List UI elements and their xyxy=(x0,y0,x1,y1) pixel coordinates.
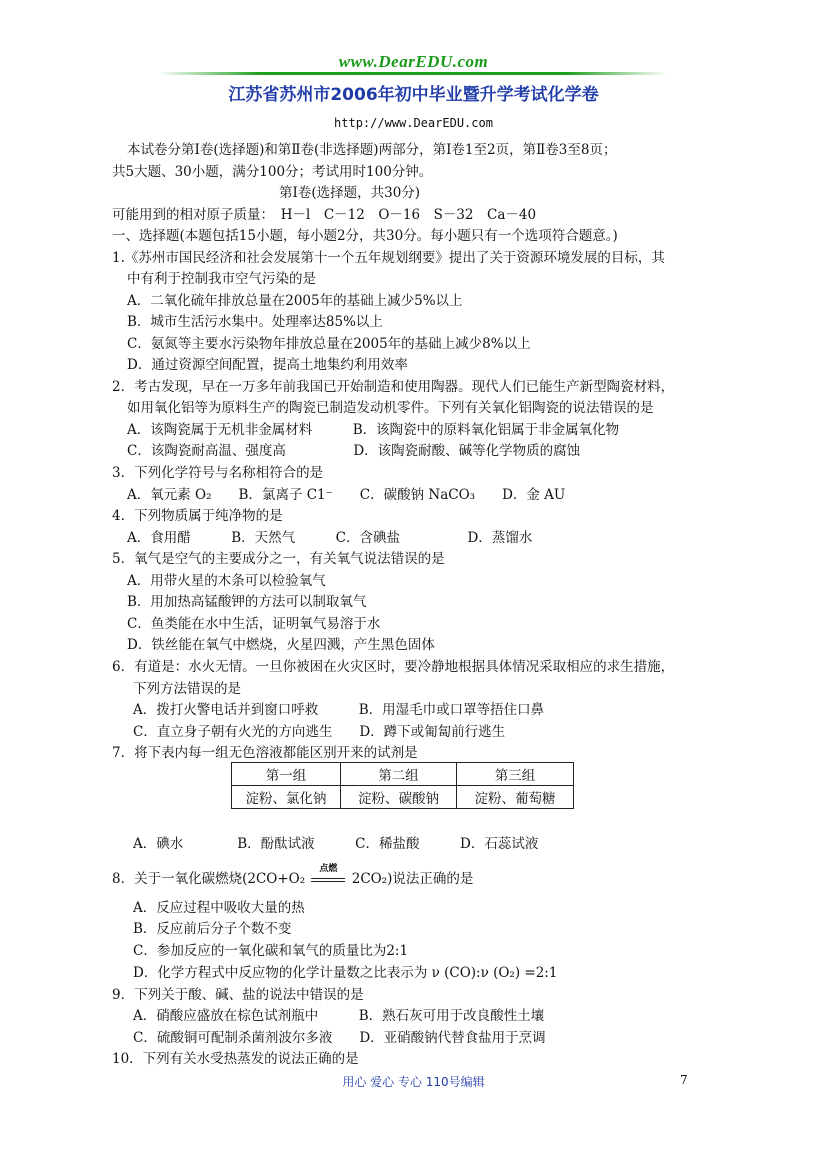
page-title: 江苏省苏州市2006年初中毕业暨升学考试化学卷 xyxy=(228,85,599,105)
question-1-option-c: C．氨氮等主要水污染物年排放总量在2005年的基础上减少8%以上 xyxy=(127,336,531,352)
table-cell: 淀粉、葡萄糖 xyxy=(457,786,574,809)
question-2-stem-cont: 如用氧化铝等为原料生产的陶瓷已制造发动机零件。下列有关氧化铝陶瓷的说法错误的是 xyxy=(127,400,654,416)
question-8-option-b: B．反应前后分子个数不变 xyxy=(133,921,292,937)
source-url: http://www.DearEDU.com xyxy=(334,116,493,130)
table-cell: 淀粉、氯化钠 xyxy=(232,786,341,809)
site-logo-text: www.DearEDU.com xyxy=(338,52,489,71)
table-header-cell: 第三组 xyxy=(457,763,574,786)
question-9-stem: 9．下列关于酸、碱、盐的说法中错误的是 xyxy=(112,987,364,1003)
question-3-stem: 3．下列化学符号与名称相符合的是 xyxy=(112,465,324,481)
question-8-stem-post: 2CO₂)说法正确的是 xyxy=(351,871,474,887)
atomic-mass-line: 可能用到的相对原子质量： H－l C－12 O－16 S－32 Ca－40 xyxy=(112,207,537,223)
footer-text: 用心 爱心 专心 110号编辑 xyxy=(342,1075,485,1089)
question-5-option-c: C．鱼类能在水中生活，证明氧气易溶于水 xyxy=(127,616,381,632)
table-header-cell: 第一组 xyxy=(232,763,341,786)
intro-line-2: 共5大题、30小题，满分100分；考试用时100分钟。 xyxy=(112,164,433,180)
question-1-stem: 1.《苏州市国民经济和社会发展第十一个五年规划纲要》提出了关于资源环境发展的目标，其 xyxy=(112,250,665,266)
reaction-condition-label: 点燃 xyxy=(319,863,338,874)
question-8-stem xyxy=(112,863,474,887)
question-2-stem: 2．考古发现，早在一万多年前我国已开始制造和使用陶器。现代人们已能生产新型陶瓷材料， xyxy=(112,379,675,395)
table-header-cell: 第二组 xyxy=(341,763,457,786)
intro-line-1: 本试卷分第Ⅰ卷(选择题)和第Ⅱ卷(非选择题)两部分，第Ⅰ卷1至2页，第Ⅱ卷3至8页； xyxy=(127,142,617,158)
question-2-options-cd: C．该陶瓷耐高温、强度高 D．该陶瓷耐酸、碱等化学物质的腐蚀 xyxy=(127,443,581,459)
question-7-options: A．碘水 B．酚酞试液 C．稀盐酸 D．石蕊试液 xyxy=(133,836,539,852)
question-1-option-a: A．二氧化硫年排放总量在2005年的基础上减少5%以上 xyxy=(127,293,463,309)
table-row xyxy=(232,786,574,809)
question-8-stem-pre: 8．关于一氧化碳燃烧(2CO+O₂ xyxy=(112,871,306,887)
equals-bar-bottom xyxy=(311,881,345,882)
header-rule xyxy=(158,72,668,75)
question-8-option-c: C．参加反应的一氧化碳和氧气的质量比为2:1 xyxy=(133,943,409,959)
equals-bar-top xyxy=(311,878,345,879)
question-6-stem: 6．有道是：水火无情。一旦你被困在火灾区时，要冷静地根据具体情况采取相应的求生措施， xyxy=(112,659,675,675)
question-5-option-a: A．用带火星的木条可以检验氧气 xyxy=(127,573,326,589)
question-8-option-a: A．反应过程中吸收大量的热 xyxy=(133,900,305,916)
table-row xyxy=(232,763,574,786)
question-1-option-d: D．通过资源空间配置，提高土地集约利用效率 xyxy=(127,357,408,373)
question-8-option-d: D．化学方程式中反应物的化学计量数之比表示为 ν (CO):ν (O₂) =2:1 xyxy=(133,965,558,981)
question-1-stem-cont: 中有利于控制我市空气污染的是 xyxy=(127,271,316,287)
question-10-stem: 10．下列有关水受热蒸发的说法正确的是 xyxy=(112,1051,359,1067)
part-one-heading: 第Ⅰ卷(选择题，共30分) xyxy=(279,185,421,201)
table-cell: 淀粉、碳酸钠 xyxy=(341,786,457,809)
section-one-heading: 一、选择题(本题包括15小题，每小题2分，共30分。每小题只有一个选项符合题意。) xyxy=(112,228,618,244)
question-5-option-b: B．用加热高锰酸钾的方法可以制取氧气 xyxy=(127,594,367,610)
question-6-options-ab: A．拨打火警电话并到窗口呼救 B．用湿毛巾或口罩等捂住口鼻 xyxy=(133,702,545,718)
question-7-table xyxy=(231,762,574,809)
question-3-options: A．氧元素 O₂ B．氯离子 C1⁻ C．碳酸钠 NaCO₃ D．金 AU xyxy=(127,487,566,503)
page-number: 7 xyxy=(680,1073,688,1087)
question-4-options: A．食用醋 B．天然气 C．含碘盐 D．蒸馏水 xyxy=(127,530,533,546)
question-6-stem-cont: 下列方法错误的是 xyxy=(133,681,241,697)
question-6-options-cd: C．直立身子朝有火光的方向逃生 D．蹲下或匍匐前行逃生 xyxy=(133,724,506,740)
reaction-condition-arrow xyxy=(309,863,347,887)
question-9-options-cd: C．硫酸铜可配制杀菌剂波尔多液 D．亚硝酸钠代替食盐用于烹调 xyxy=(133,1030,546,1046)
question-2-options-ab: A．该陶瓷属于无机非金属材料 B．该陶瓷中的原料氧化铝属于非金属氧化物 xyxy=(127,422,620,438)
question-5-stem: 5．氧气是空气的主要成分之一，有关氧气说法错误的是 xyxy=(112,551,445,567)
question-5-option-d: D．铁丝能在氧气中燃烧，火星四溅，产生黑色固体 xyxy=(127,637,435,653)
question-7-stem: 7．将下表内每一组无色溶液都能区别开来的试剂是 xyxy=(112,745,418,761)
question-4-stem: 4．下列物质属于纯净物的是 xyxy=(112,508,283,524)
question-1-option-b: B．城市生活污水集中。处理率达85%以上 xyxy=(127,314,383,330)
question-9-options-ab: A．硝酸应盛放在棕色试剂瓶中 B．熟石灰可用于改良酸性土壤 xyxy=(133,1008,545,1024)
